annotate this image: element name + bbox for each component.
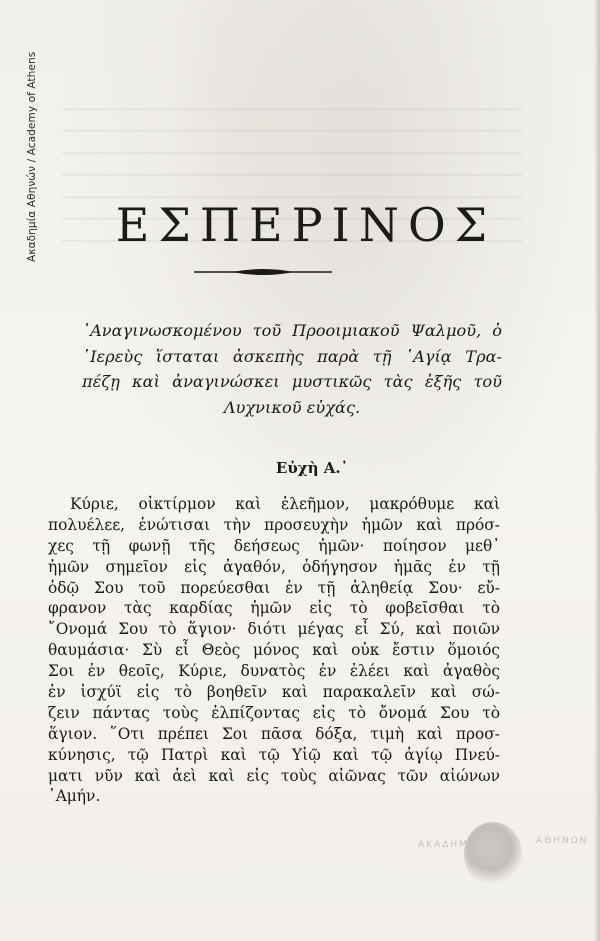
watermark-text: ΑΚΑΔΗΜΙΑ [418, 840, 482, 850]
rubric-instruction [82, 318, 502, 420]
prayer-line: ἐν ἰσχύϊ εἰς τὸ βοηθεῖν καὶ παρακαλεῖν καὶ σώ- [48, 683, 500, 702]
prayer-line: κύνησις, τῷ Πατρὶ καὶ τῷ Υἱῷ καὶ τῷ ἁγίῳ Πνεύ- [48, 745, 500, 764]
prayer-line: θαυμάσια· Σὺ εἶ Θεὸς μόνος καὶ οὐκ ἔστιν ὅμοιός [48, 641, 500, 660]
prayer-line: ἅγιον. ῞Οτι πρέπει Σοι πᾶσα δόξα, τιμὴ καὶ προσ- [48, 724, 500, 743]
prayer-text [48, 494, 500, 807]
rubric-line: Λυχνικοῦ εὐχάς. [223, 397, 361, 417]
prayer-line: πολυέλεε, ἐνώτισαι τὴν προσευχὴν ἡμῶν καὶ πρόσ- [48, 515, 500, 534]
watermark-text: ΑΘΗΝΩΝ [536, 836, 589, 846]
prayer-line: ὁδῷ Σου τοῦ πορεύεσθαι ἐν τῇ ἀληθείᾳ Σου· εὔ- [48, 578, 500, 597]
page-title: ΕΣΠΕΡΙΝΟΣ [115, 198, 497, 252]
ornament-divider-icon [192, 267, 334, 277]
prayer-line: ῎Ονομά Σου τὸ ἅγιον· διότι μέγας εἶ Σύ, καὶ ποιῶν [48, 620, 500, 639]
prayer-line: ζειν πάντας τοὺς ἐλπίζοντας εἰς τὸ ὄνομά Σου τὸ [48, 703, 500, 722]
academy-watermark [418, 818, 598, 898]
prayer-line: Κύριε, οἰκτίρμον καὶ ἐλεῆμον, μακρόθυμε καὶ [70, 495, 500, 513]
rubric-line: πέζῃ καὶ ἀναγινώσκει μυστικῶς τὰς ἑξῆς τοῦ [82, 372, 502, 391]
prayer-line: ἡμῶν σημεῖον εἰς ἀγαθόν, ὁδήγησον ἡμᾶς ἐν τῇ [48, 557, 500, 576]
prayer-line: φρανον τὰς καρδίας ἡμῶν εἰς τὸ φοβεῖσθαι τὸ [48, 599, 500, 618]
prayer-heading: Εὐχὴ Α.᾽ [275, 459, 349, 477]
prayer-line: Σοι ἐν θεοῖς, Κύριε, δυνατὸς ἐν ἐλέει καὶ ἀγαθὸς [48, 662, 500, 681]
athena-head-icon [464, 822, 522, 886]
page-edge [594, 0, 600, 941]
archive-caption: Ακαδημία Αθηνών / Academy of Athens [26, 51, 38, 262]
prayer-line: ᾽Αμήν. [48, 787, 101, 806]
rubric-line: ᾿Αναγινωσκομένου τοῦ Προοιμιακοῦ Ψαλμοῦ, ὁ [82, 321, 502, 340]
prayer-line: ματι νῦν καὶ ἀεὶ καὶ εἰς τοὺς αἰῶνας τῶν αἰώνων [48, 766, 500, 785]
rubric-line: ῾Ιερεὺς ἵσταται ἀσκεπὴς παρὰ τῇ ῾Αγίᾳ Τρα- [82, 346, 502, 366]
prayer-line: χες τῇ φωνῇ τῆς δεήσεως ἡμῶν· ποίησον μεθ᾽ [48, 536, 500, 555]
